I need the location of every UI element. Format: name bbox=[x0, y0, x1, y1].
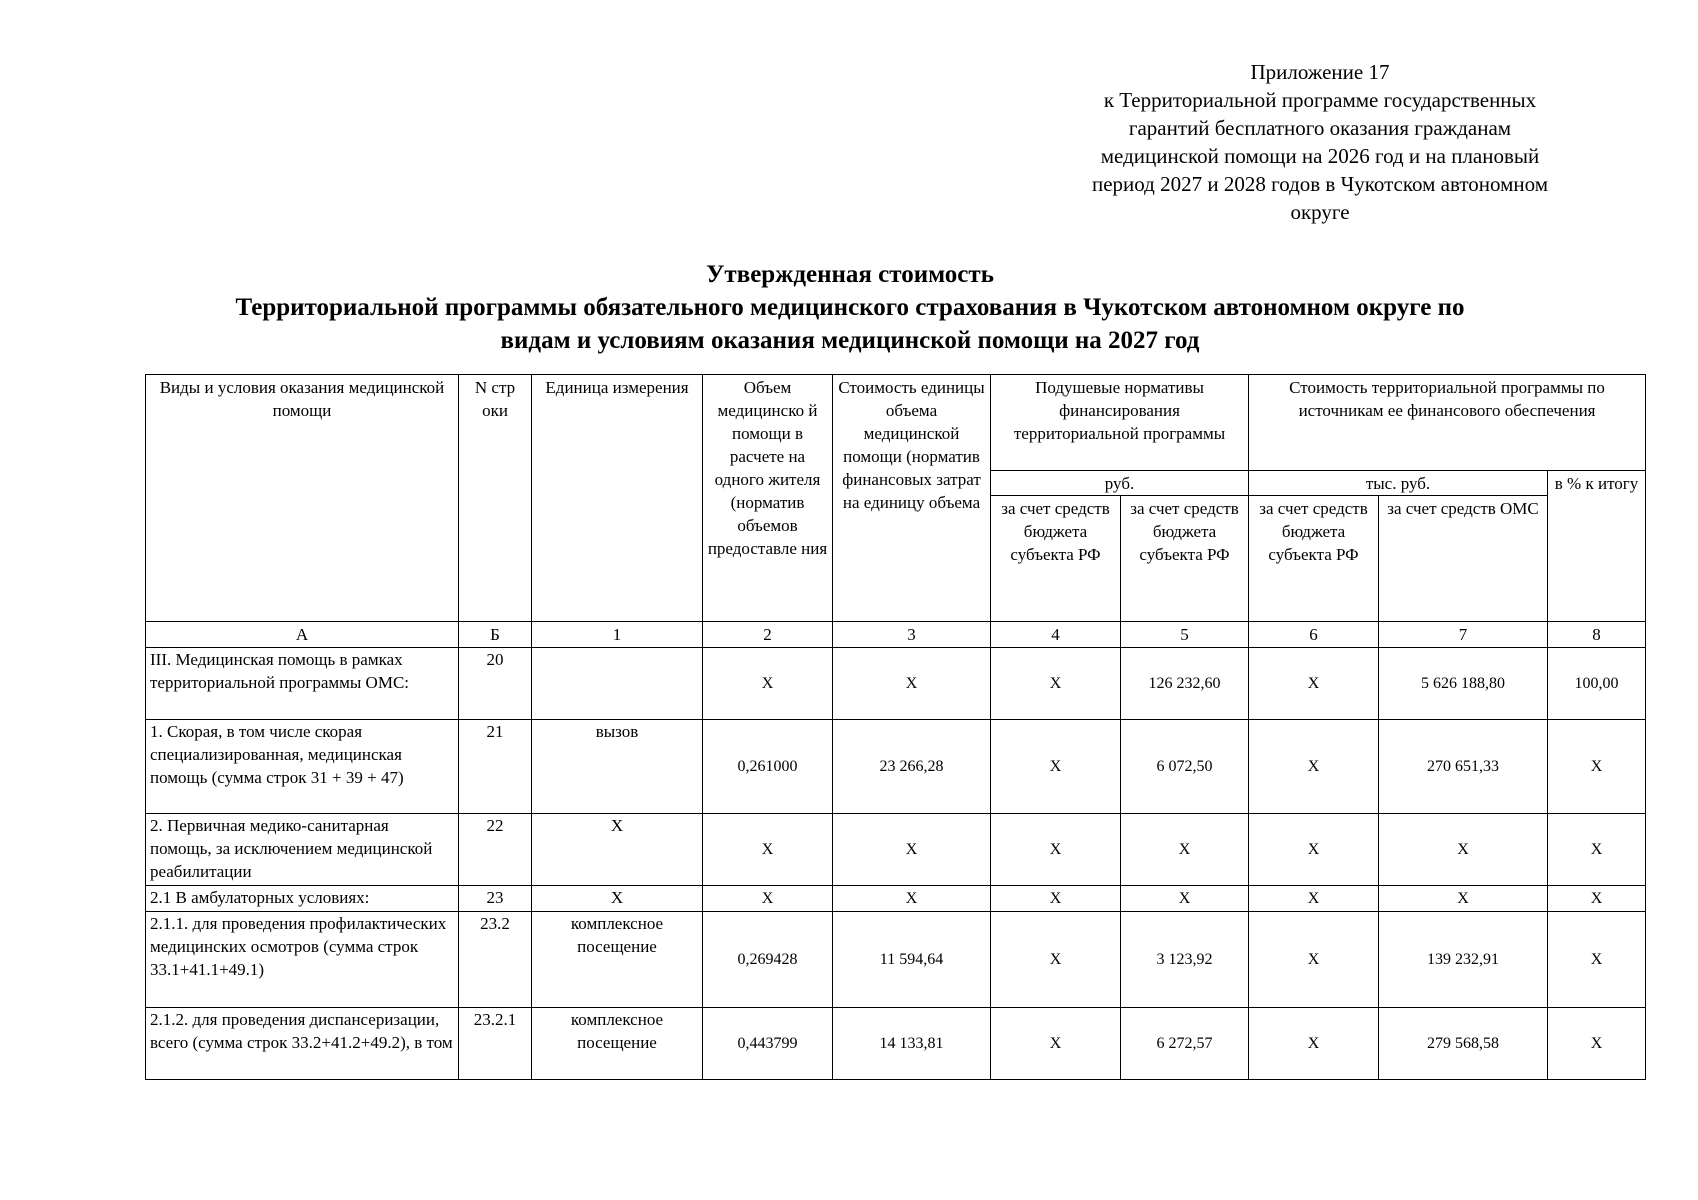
header-cell-unit-cost: Стоимость единицы объема медицинской помощи (норматив финансовых затрат на единицу объема bbox=[833, 375, 991, 622]
row-label: III. Медицинская помощь в рамках территориальной программы ОМС: bbox=[146, 648, 459, 720]
appendix-note bbox=[1060, 58, 1580, 226]
index-cell: 1 bbox=[532, 622, 703, 648]
row-number: 20 bbox=[459, 648, 532, 720]
row-label: 2.1.1. для проведения профилактических медицинских осмотров (сумма строк 33.1+41.1+49.1) bbox=[146, 912, 459, 1008]
header-cell-col6: за счет средств бюджета субъекта РФ bbox=[1249, 496, 1379, 622]
header-cell-services: Виды и условия оказания медицинской помощи bbox=[146, 375, 459, 622]
row-col8: Х bbox=[1548, 886, 1646, 912]
row-unit-cost: 11 594,64 bbox=[833, 912, 991, 1008]
index-cell: 7 bbox=[1379, 622, 1548, 648]
index-cell: 4 bbox=[991, 622, 1121, 648]
index-cell: 8 bbox=[1548, 622, 1646, 648]
header-cell-unit: Единица измерения bbox=[532, 375, 703, 622]
header-group-per-capita: Подушевые нормативы финансирования территориальной программы bbox=[991, 375, 1249, 471]
row-label: 1. Скорая, в том числе скорая специализированная, медицинская помощь (сумма строк 31 + 39 + 47) bbox=[146, 720, 459, 814]
table-row bbox=[146, 648, 1646, 720]
index-cell: 2 bbox=[703, 622, 833, 648]
index-cell: 6 bbox=[1249, 622, 1379, 648]
row-volume: Х bbox=[703, 814, 833, 886]
row-col8: Х bbox=[1548, 1008, 1646, 1080]
row-col8: Х bbox=[1548, 720, 1646, 814]
row-volume: 0,443799 bbox=[703, 1008, 833, 1080]
row-volume: 0,261000 bbox=[703, 720, 833, 814]
row-number: 23.2.1 bbox=[459, 1008, 532, 1080]
row-label: 2. Первичная медико-санитарная помощь, за исключением медицинской реабилитации bbox=[146, 814, 459, 886]
cost-table bbox=[145, 374, 1646, 1080]
row-label: 2.1.2. для проведения диспансеризации, всего (сумма строк 33.2+41.2+49.2), в том bbox=[146, 1008, 459, 1080]
row-col5: 6 272,57 bbox=[1121, 1008, 1249, 1080]
row-col8: 100,00 bbox=[1548, 648, 1646, 720]
row-col4: Х bbox=[991, 912, 1121, 1008]
row-volume: Х bbox=[703, 886, 833, 912]
index-cell: Б bbox=[459, 622, 532, 648]
row-unit bbox=[532, 648, 703, 720]
header-cell-row-number: N стр оки bbox=[459, 375, 532, 622]
row-col5: 126 232,60 bbox=[1121, 648, 1249, 720]
row-unit: комплексное посещение bbox=[532, 1008, 703, 1080]
header-cell-col5: за счет средств бюджета субъекта РФ bbox=[1121, 496, 1249, 622]
row-col7: 5 626 188,80 bbox=[1379, 648, 1548, 720]
row-col4: Х bbox=[991, 1008, 1121, 1080]
row-label: 2.1 В амбулаторных условиях: bbox=[146, 886, 459, 912]
row-col4: Х bbox=[991, 886, 1121, 912]
row-col5: Х bbox=[1121, 814, 1249, 886]
table-row bbox=[146, 886, 1646, 912]
appendix-line: Приложение 17 bbox=[1250, 60, 1390, 84]
appendix-line: медицинской помощи на 2026 год и на плановый bbox=[1100, 144, 1540, 168]
row-col7: Х bbox=[1379, 814, 1548, 886]
row-unit: Х bbox=[532, 814, 703, 886]
row-col6: Х bbox=[1249, 720, 1379, 814]
row-col4: Х bbox=[991, 648, 1121, 720]
row-col7: 279 568,58 bbox=[1379, 1008, 1548, 1080]
header-percent-total: в % к итогу bbox=[1548, 471, 1646, 622]
header-unit-thousand-rub: тыс. руб. bbox=[1249, 471, 1548, 496]
document-title bbox=[100, 258, 1600, 357]
row-col6: Х bbox=[1249, 912, 1379, 1008]
header-cell-col4: за счет средств бюджета субъекта РФ bbox=[991, 496, 1121, 622]
index-cell: 3 bbox=[833, 622, 991, 648]
table-row bbox=[146, 1008, 1646, 1080]
row-volume: 0,269428 bbox=[703, 912, 833, 1008]
row-col4: Х bbox=[991, 720, 1121, 814]
header-group-program-cost: Стоимость территориальной программы по источникам ее финансового обеспечения bbox=[1249, 375, 1646, 471]
row-col8: Х bbox=[1548, 814, 1646, 886]
header-unit-rub: руб. bbox=[991, 471, 1249, 496]
table-row bbox=[146, 912, 1646, 1008]
table-row bbox=[146, 720, 1646, 814]
row-unit-cost: Х bbox=[833, 814, 991, 886]
row-col4: Х bbox=[991, 814, 1121, 886]
row-col7: 270 651,33 bbox=[1379, 720, 1548, 814]
row-col6: Х bbox=[1249, 648, 1379, 720]
appendix-line: гарантий бесплатного оказания гражданам bbox=[1128, 116, 1512, 140]
row-unit-cost: 14 133,81 bbox=[833, 1008, 991, 1080]
title-line: Территориальной программы обязательного медицинского страхования в Чукотском автономном округе по bbox=[235, 294, 1465, 321]
header-cell-volume: Объем медицинско й помощи в расчете на одного жителя (норматив объемов предоставле ния bbox=[703, 375, 833, 622]
header-cell-col7: за счет средств ОМС bbox=[1379, 496, 1548, 622]
appendix-line: округе bbox=[1290, 200, 1350, 224]
row-unit: Х bbox=[532, 886, 703, 912]
row-col8: Х bbox=[1548, 912, 1646, 1008]
row-col7: 139 232,91 bbox=[1379, 912, 1548, 1008]
row-number: 21 bbox=[459, 720, 532, 814]
appendix-line: к Территориальной программе государственных bbox=[1103, 88, 1537, 112]
title-line: Утвержденная стоимость bbox=[706, 261, 994, 288]
table-row bbox=[146, 814, 1646, 886]
index-row bbox=[146, 622, 1646, 648]
row-unit: вызов bbox=[532, 720, 703, 814]
row-number: 23.2 bbox=[459, 912, 532, 1008]
title-line: видам и условиям оказания медицинской помощи на 2027 год bbox=[500, 327, 1200, 354]
row-col6: Х bbox=[1249, 1008, 1379, 1080]
index-cell: 5 bbox=[1121, 622, 1249, 648]
row-volume: Х bbox=[703, 648, 833, 720]
row-unit-cost: 23 266,28 bbox=[833, 720, 991, 814]
row-col5: Х bbox=[1121, 886, 1249, 912]
index-cell: А bbox=[146, 622, 459, 648]
row-col6: Х bbox=[1249, 886, 1379, 912]
row-unit-cost: Х bbox=[833, 648, 991, 720]
row-col7: Х bbox=[1379, 886, 1548, 912]
appendix-line: период 2027 и 2028 годов в Чукотском автономном bbox=[1091, 172, 1549, 196]
row-number: 23 bbox=[459, 886, 532, 912]
row-col5: 3 123,92 bbox=[1121, 912, 1249, 1008]
row-col6: Х bbox=[1249, 814, 1379, 886]
row-unit: комплексное посещение bbox=[532, 912, 703, 1008]
row-number: 22 bbox=[459, 814, 532, 886]
row-col5: 6 072,50 bbox=[1121, 720, 1249, 814]
row-unit-cost: Х bbox=[833, 886, 991, 912]
